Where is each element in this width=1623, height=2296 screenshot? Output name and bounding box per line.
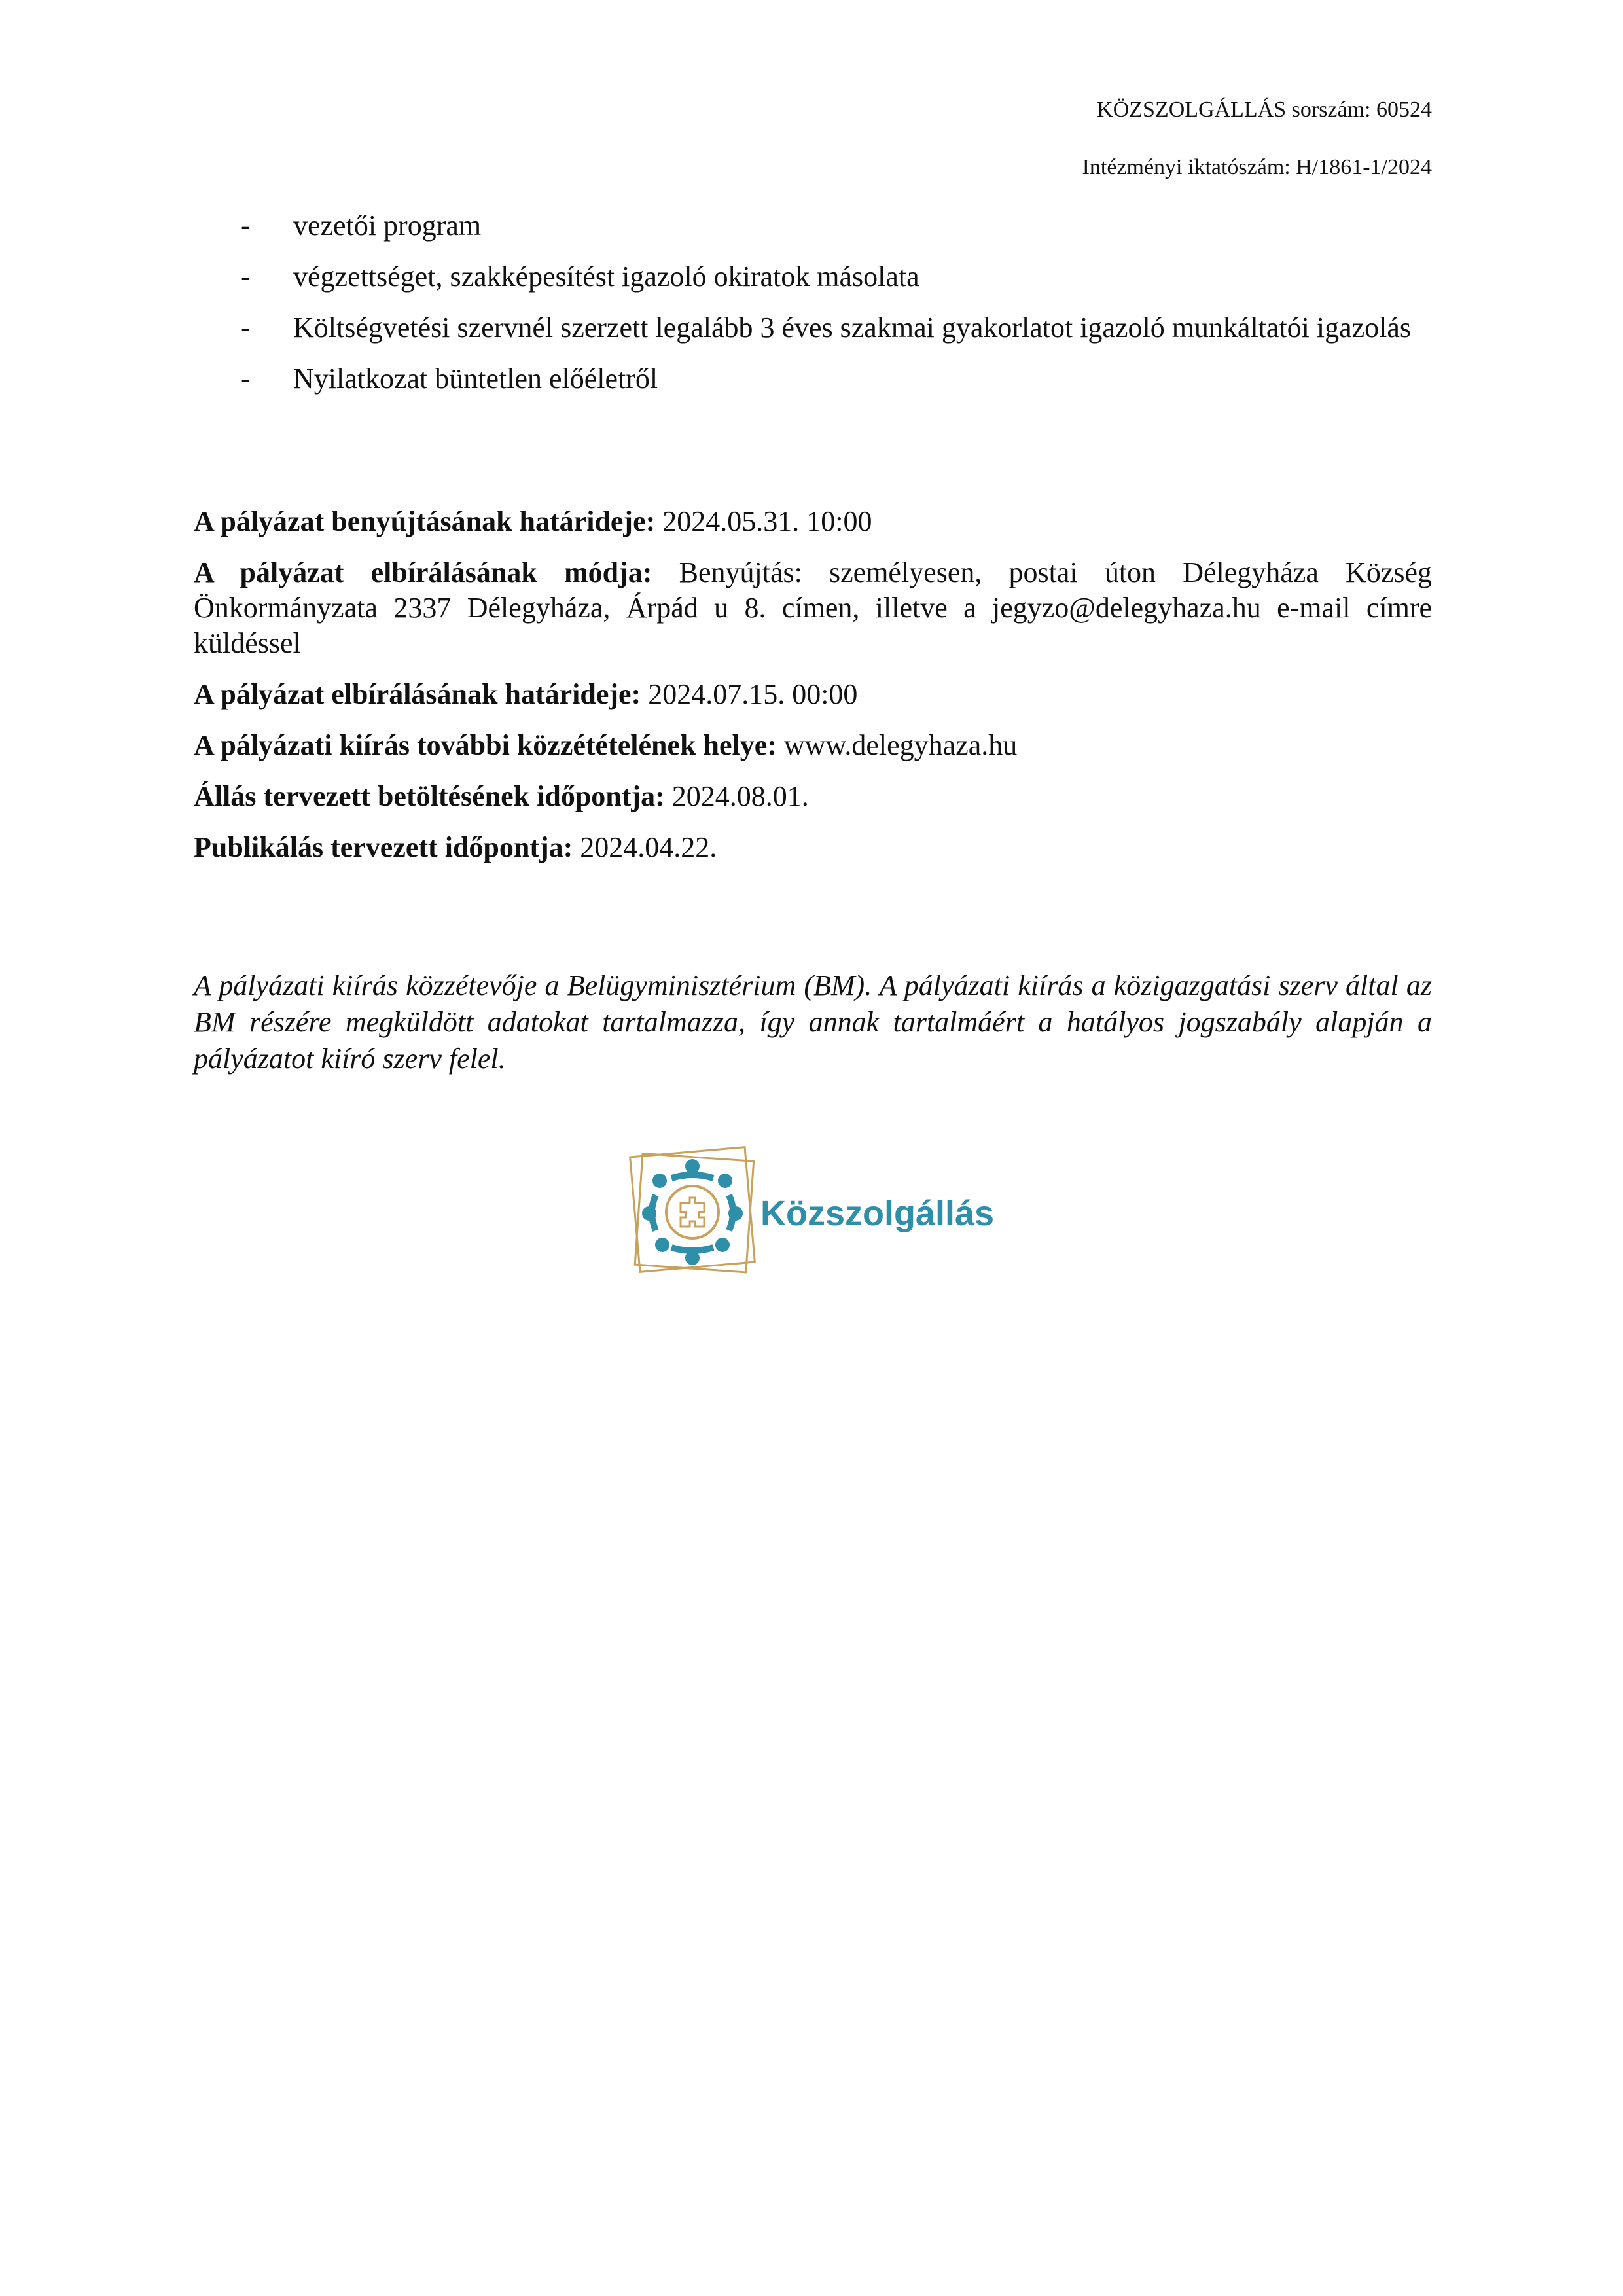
- bullet-dash: -: [241, 312, 251, 344]
- evaluation-deadline-field: [194, 677, 1432, 712]
- planned-start-field: [194, 779, 1432, 814]
- bullet-dash: -: [241, 363, 251, 395]
- field-label: Publikálás tervezett időpontja:: [194, 831, 573, 863]
- kozszolgallas-emblem-icon: [620, 1140, 764, 1291]
- publication-place-field: [194, 728, 1432, 763]
- list-item-text: Költségvetési szervnél szerzett legalább 3 éves szakmai gyakorlatot igazoló munkáltatói igazolás: [293, 312, 1412, 344]
- evaluation-method-field: [194, 555, 1432, 661]
- bullet-dash: -: [241, 260, 251, 293]
- field-value: Benyújtás: személyesen, postai úton Délegyháza Község Önkormányzata 2337 Délegyháza, Árpád u 8. címen, illetve a jegyzo@delegyhaza.hu e-mail címre küldéssel: [194, 556, 1433, 659]
- field-value: 2024.05.31. 10:00: [662, 505, 872, 537]
- list-item: [194, 259, 1432, 295]
- bullet-dash: -: [241, 209, 251, 242]
- list-item-text: vezetői program: [293, 209, 482, 242]
- list-item: [194, 361, 1432, 397]
- field-label: A pályázat elbírálásának módja:: [194, 556, 652, 588]
- field-value: 2024.04.22.: [580, 831, 717, 863]
- field-label: A pályázati kiírás további közzétételének helye:: [194, 729, 777, 761]
- list-item-text: végzettséget, szakképesítést igazoló okiratok másolata: [293, 260, 919, 293]
- field-label: A pályázat benyújtásának határideje:: [194, 505, 656, 537]
- kozszolgallas-logo: [620, 1140, 1039, 1291]
- registration-number: Intézményi iktatószám: H/1861-1/2024: [1082, 155, 1432, 179]
- list-item: [194, 208, 1432, 243]
- list-item: [194, 310, 1432, 346]
- publisher-disclaimer: A pályázati kiírás közzétevője a Belügyminisztérium (BM). A pályázati kiírás a közigazgatási szerv által az BM részére megküldött adatokat tartalmazza, így annak tartalmáért a hatályos jogszabály alapján a pályázatot kiíró szerv felel.: [194, 969, 1432, 1075]
- field-label: Állás tervezett betöltésének időpontja:: [194, 780, 665, 812]
- logo-wordmark: Közszolgállás: [760, 1194, 995, 1233]
- application-details: [194, 504, 1432, 881]
- list-item-text: Nyilatkozat büntetlen előéletről: [293, 363, 658, 395]
- field-value: 2024.07.15. 00:00: [648, 678, 858, 710]
- field-label: A pályázat elbírálásának határideje:: [194, 678, 641, 710]
- required-documents-list: [194, 208, 1432, 412]
- field-value: www.delegyhaza.hu: [783, 729, 1018, 761]
- serial-number: KÖZSZOLGÁLLÁS sorszám: 60524: [1097, 98, 1432, 122]
- planned-publication-field: [194, 830, 1432, 865]
- submission-deadline-field: [194, 504, 1432, 539]
- field-value: 2024.08.01.: [671, 780, 809, 812]
